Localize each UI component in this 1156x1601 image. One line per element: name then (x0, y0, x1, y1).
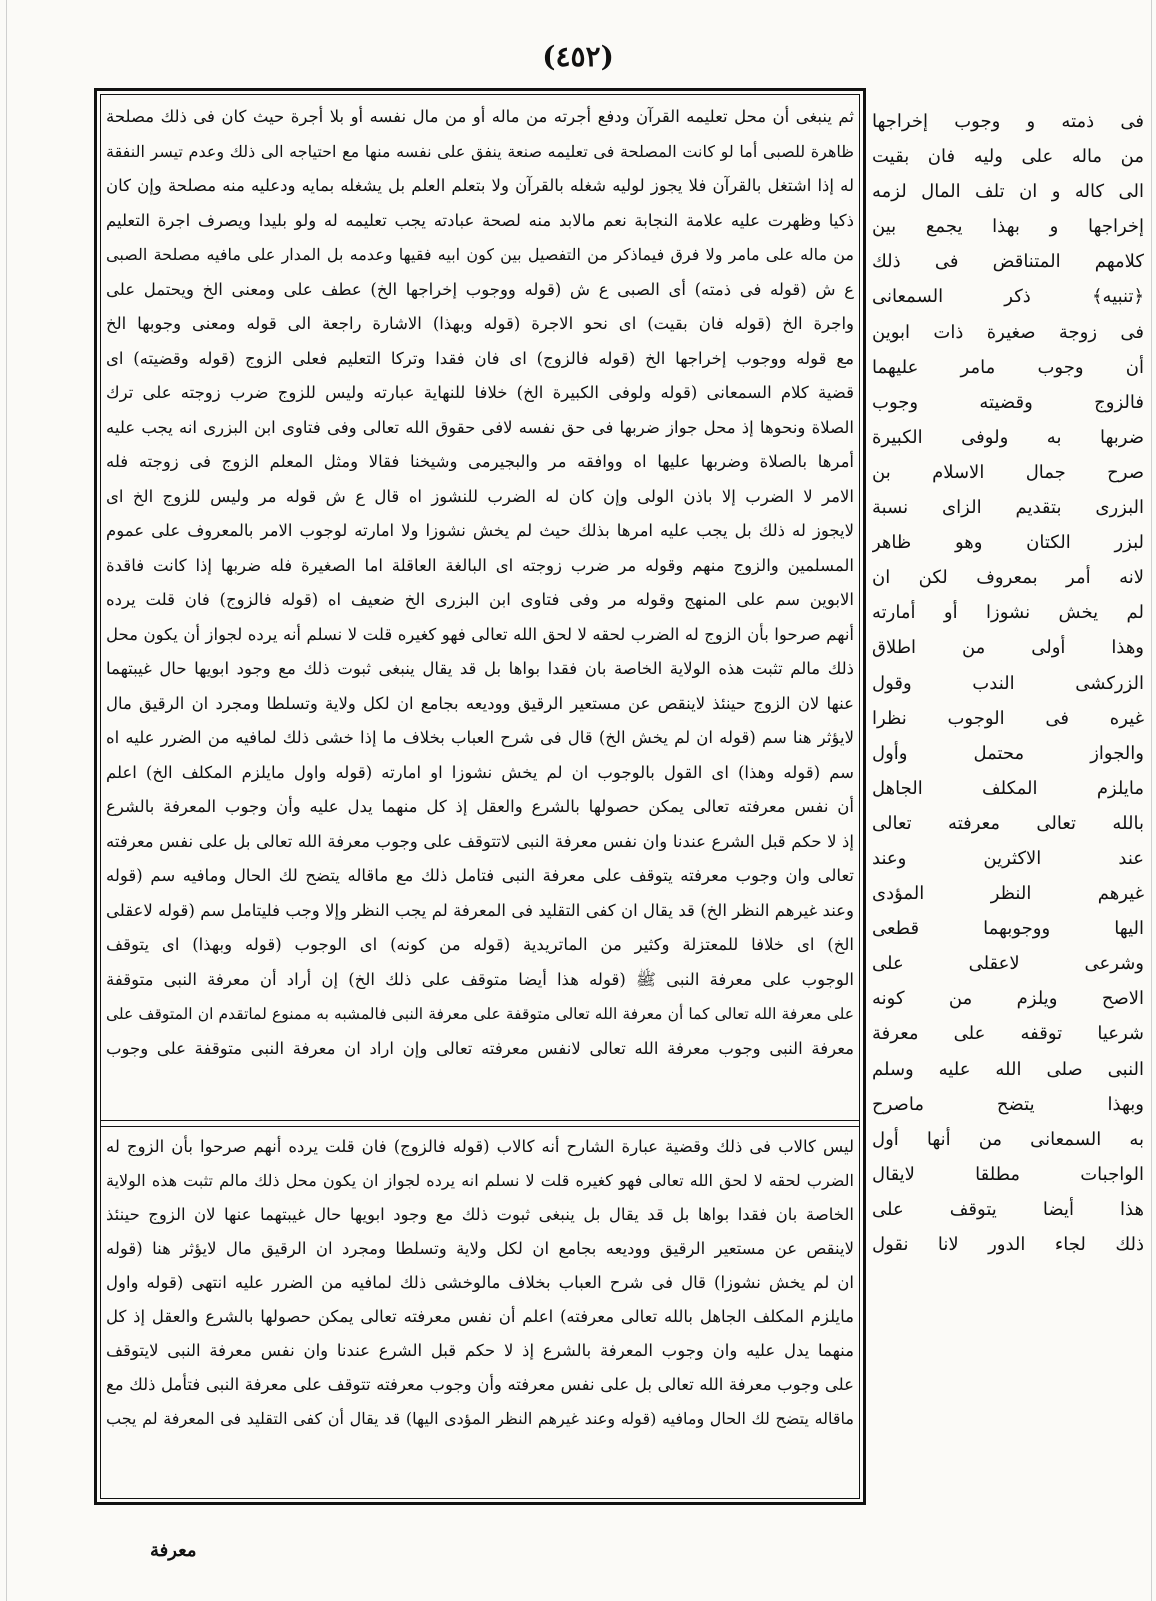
scan-edge-left (6, 0, 7, 1601)
margin-text-line: والجواز محتمل وأول (872, 742, 1144, 764)
lower-commentary-line: لاينقص عن مستعير الرقيق ووديعه بجامع ان لكل ولاية وتسلطا ومجرد ان الرقيق مال لايؤثر هنا (قوله (106, 1239, 854, 1258)
lower-commentary-line: ان لم يخش نشوزا) قال فى شرح العباب بخلاف مالوخشى ذلك لمافيه من الضرر عليه انتهى (قوله واول (106, 1273, 854, 1292)
commentary-line: تعالى وان وجوب معرفته يتوقف على معرفة النبى فتامل ذلك مع ماقاله يتضح لك الحال ومافيه سم (قوله (106, 866, 854, 885)
margin-text-line: صرح جمال الاسلام بن (872, 461, 1144, 483)
margin-text-line: البزرى بتقديم الزاى نسبة (872, 497, 1144, 519)
margin-text-line: كلامهم المتناقض فى ذلك (872, 251, 1144, 273)
commentary-line: معرفة النبى وجوب معرفة الله تعالى لانفس معرفته تعالى وإن اراد ان معرفة النبى متوقفة على وجوب (106, 1038, 854, 1058)
commentary-line: أن نفس معرفته تعالى يمكن حصولها بالشرع والعقل إذ كل منهما يدل عليه وأن وجوب المعرفة بالشرع (106, 797, 854, 816)
lower-commentary-line: على وجوب معرفة الله تعالى بل على نفس معرفته وأن وجوب معرفته تتوقف على معرفة النبى فتأمل ذلك مع (106, 1375, 854, 1394)
margin-text-line: غيرهم النظر المؤدى (872, 883, 1144, 905)
scan-edge-right (1151, 0, 1152, 1601)
commentary-line: ذلك مالم تثبت هذه الولاية الخاصة بان فقدا بواها بل قد يقال ينبغى ثبوت ذلك مع وجود ابويها حال غيبتهما (106, 659, 854, 678)
commentary-line: واجرة الخ (قوله فان بقيت) اى نحو الاجرة (قوله وبهذا) الاشارة راجعة الى قوله ومعنى وجوبها الخ (106, 314, 854, 333)
margin-text-line: وشرعى لاعقلى على (872, 953, 1144, 975)
margin-text-line: عند الاكثرين وعند (872, 847, 1144, 869)
commentary-line: أمرها بالصلاة وضربها عليها اه ووافقه مر والبجيرمى وشيخنا فقالا ومثل المعلم الزوج فى زوجته فله (106, 452, 854, 471)
margin-text-line: به السمعانى من أنها أول (872, 1128, 1144, 1150)
margin-text-line: الى كاله و ان تلف المال لزمه (872, 181, 1144, 203)
margin-text-line: بالله تعالى معرفته تعالى (872, 812, 1144, 834)
margin-text-line: فى ذمته و وجوب إخراجها (872, 111, 1144, 132)
commentary-line: مع قوله ووجوب إخراجها الخ (قوله فالزوج) اى فان فقدا وتركا التعليم فعلى الزوج (قوله وقضيته) اى (106, 348, 854, 368)
commentary-line: الخ) اى خلافا للمعتزلة وكثير من الماتريدية (قوله من كونه) اى الوجوب (قوله وبهذا) اى يتوقف (106, 935, 854, 954)
lower-commentary-line: الضرب لحقه لا لحق الله تعالى فهو كغيره قلت لا نسلم انه يرده لجواز ان يكون محل ذلك مالم تثبت هذه الولاية (106, 1171, 854, 1190)
section-divider (100, 1120, 860, 1127)
commentary-line: سم (قوله وهذا) اى القول بالوجوب ان لم يخش نشوزا او امارته (قوله واول مايلزم المكلف الخ) اعلم (106, 762, 854, 782)
margin-text-line: اليها ووجوبهما قطعى (872, 918, 1144, 940)
margin-text-line: الزركشى الندب وقول (872, 672, 1144, 694)
commentary-line: على معرفة الله تعالى كما أن معرفة الله تعالى متوقفة على معرفة النبى فالمشبه به ممنوع لماتقدم ان المتوقف على (106, 1005, 854, 1023)
margin-text-line: لبزر الكتان وهو ظاهر (872, 532, 1144, 554)
page-number: (٤٥٢) (542, 40, 614, 73)
commentary-line: من ماله على مامر ولا فرق فيماذكر من التفصيل بين كون ابيه فقيها وعدمه بل المدار على مافيه مصلحة الصبى (106, 245, 854, 264)
margin-text-line: وبهذا يتضح ماصرح (872, 1093, 1144, 1115)
commentary-line: ذكيا وظهرت عليه علامة النجابة نعم مالابد منه لصحة عبادته يجب تعليمه له ولو بليدا ويصرف اجرة التعليم (106, 210, 854, 230)
margin-text-line: هذا أيضا يتوقف على (872, 1198, 1144, 1220)
commentary-line: المسلمين والزوج منهم وقوله مر ضرب زوجته اى البالغة العاقلة اما الصغيرة فله ضربها إذا كانت فاقدة (106, 555, 854, 575)
margin-text-line: إخراجها و بهذا يجمع بين (872, 216, 1144, 238)
margin-main-text (872, 104, 1144, 1262)
margin-text-line: النبى صلى الله عليه وسلم (872, 1058, 1144, 1080)
commentary-line: الامر لا الضرب إلا باذن الولى وإن كان له الضرب للنشوز اه قال ع ش قوله مر وليس للزوج الخ اى (106, 486, 854, 506)
margin-text-line: مايلزم المكلف الجاهل (872, 777, 1144, 799)
margin-text-line: من ماله على وليه فان بقيت (872, 146, 1144, 168)
margin-text-line: فالزوج وقضيته وجوب (872, 391, 1144, 413)
commentary-line: وعند غيرهم النظر الخ) قد يقال ان كفى التقليد فى المعرفة لم يجب النظر وإلا وجب فليتامل سم (قوله لاعقلى (106, 900, 854, 920)
upper-commentary (106, 100, 854, 1066)
margin-text-line: الواجبات مطلقا لايقال (872, 1163, 1144, 1185)
commentary-line: ع ش (قوله فى ذمته) أى الصبى ع ش (قوله ووجوب إخراجها الخ) عطف على ومعنى الخ ويحتمل على (106, 279, 854, 299)
margin-text-line: غيره فى الوجوب نظرا (872, 707, 1144, 729)
commentary-line: لايجوز له ذلك بل يجب عليه امرها بذلك حيث لم يخش نشوزا ولا امارته لوجوب الامر بالمعروف على عموم (106, 521, 854, 540)
margin-text-line: لانه أمر بمعروف لكن ان (872, 567, 1144, 589)
commentary-line: إذ لا حكم قبل الشرع عندنا وان نفس معرفة النبى لاتتوقف على وجوب معرفة الله تعالى بل على نفس معرفته (106, 831, 854, 851)
margin-text-line: أن وجوب مامر عليهما (872, 356, 1144, 378)
commentary-line: له إذا اشتغل بالقرآن فلا يجوز لوليه شغله بالقرآن ولا بتعلم العلم بل يشغله بمايه ودعليه منه مصلحة وإن كان (106, 176, 854, 195)
lower-commentary-line: الخاصة بان فقدا بواها بل قد يقال بل ينبغى ثبوت ذلك مع وجود ابويها حال غيبتهما عنها لان الزوج حينئذ (106, 1205, 854, 1224)
margin-text-line: فى زوجة صغيرة ذات ابوين (872, 321, 1144, 343)
commentary-line: عنها لان الزوج حينئذ لاينقص عن مستعير الرقيق ووديعه بجامع ان لكل ولاية وتسلطا ومجرد ان الرقيق مال (106, 693, 854, 713)
margin-text-line: الاصح ويلزم من كونه (872, 988, 1144, 1010)
margin-text-line: لم يخش نشوزا أو أمارته (872, 602, 1144, 624)
commentary-line: قضية كلام السمعانى (قوله ولوفى الكبيرة الخ) خلافا للنهاية عبارته وليس للزوج ضرب زوجته على ترك (106, 383, 854, 402)
lower-commentary (106, 1130, 854, 1436)
margin-text-line: ﴿تنبيه﴾ ذكر السمعانى (872, 286, 1144, 308)
lower-commentary-line: منهما يدل عليه وان وجوب المعرفة بالشرع إذ لا حكم قبل الشرع عندنا وان نفس معرفة النبى لايتوقف (106, 1341, 854, 1360)
commentary-line: الابوين سم على المنهج وقوله مر وفى فتاوى ابن البزرى الخ ضعيف اه (قوله فالزوج) فان قلت يرده (106, 590, 854, 609)
commentary-line: الصلاة ونحوها إذ محل جواز ضربها فى حق نفسه لافى حقوق الله تعالى وفى فتاوى ابن البزرى انه يجب عليه (106, 417, 854, 437)
commentary-line: ظاهرة للصبى أما لو كانت المصلحة فى تعليمه صنعة ينفق على نفسه منها مع احتياجه الى ذلك وعدم تيسر النفقة (106, 141, 854, 161)
catchword: معرفة (150, 1540, 197, 1561)
commentary-line: ثم ينبغى أن محل تعليمه القرآن ودفع أجرته من ماله أو من مال نفسه أو بلا أجرة حيث كان فى ذلك مصلحة (106, 107, 854, 126)
margin-text-line: وهذا أولى من اطلاق (872, 637, 1144, 659)
commentary-line: أنهم صرحوا بأن الزوج له الضرب لحقه لا لحق الله تعالى فهو كغيره قلت لا نسلم أنه يرده لجواز أن يكون محل (106, 624, 854, 644)
margin-text-line: شرعيا توقفه على معرفة (872, 1023, 1144, 1045)
lower-commentary-line: مايلزم المكلف الجاهل بالله تعالى معرفته) اعلم أن نفس معرفته تعالى يمكن حصولها بالشرع والعقل إذ كل (106, 1307, 854, 1326)
commentary-line: لايؤثر هنا سم (قوله ان لم يخش الخ) قال فى شرح العباب بخلاف ما إذا خشى ذلك لمافيه من الضرر عليه اه (106, 728, 854, 747)
commentary-line: الوجوب على معرفة النبى ﷺ (قوله هذا أيضا متوقف على ذلك الخ) إن أراد أن معرفة النبى متوقفة (106, 969, 854, 989)
lower-commentary-line: ماقاله يتضح لك الحال ومافيه (قوله وعند غيرهم النظر المؤدى اليها) قد يقال أن كفى التقليد فى المعرفة لم يجب (106, 1409, 854, 1428)
margin-text-line: ذلك لجاء الدور لانا نقول (872, 1234, 1144, 1255)
margin-text-line: ضربها به ولوفى الكبيرة (872, 426, 1144, 448)
lower-commentary-line: ليس كالاب فى ذلك وقضية عبارة الشارح أنه كالاب (قوله فالزوج) فان قلت يرده أنهم صرحوا بأن الزوج له (106, 1137, 854, 1156)
